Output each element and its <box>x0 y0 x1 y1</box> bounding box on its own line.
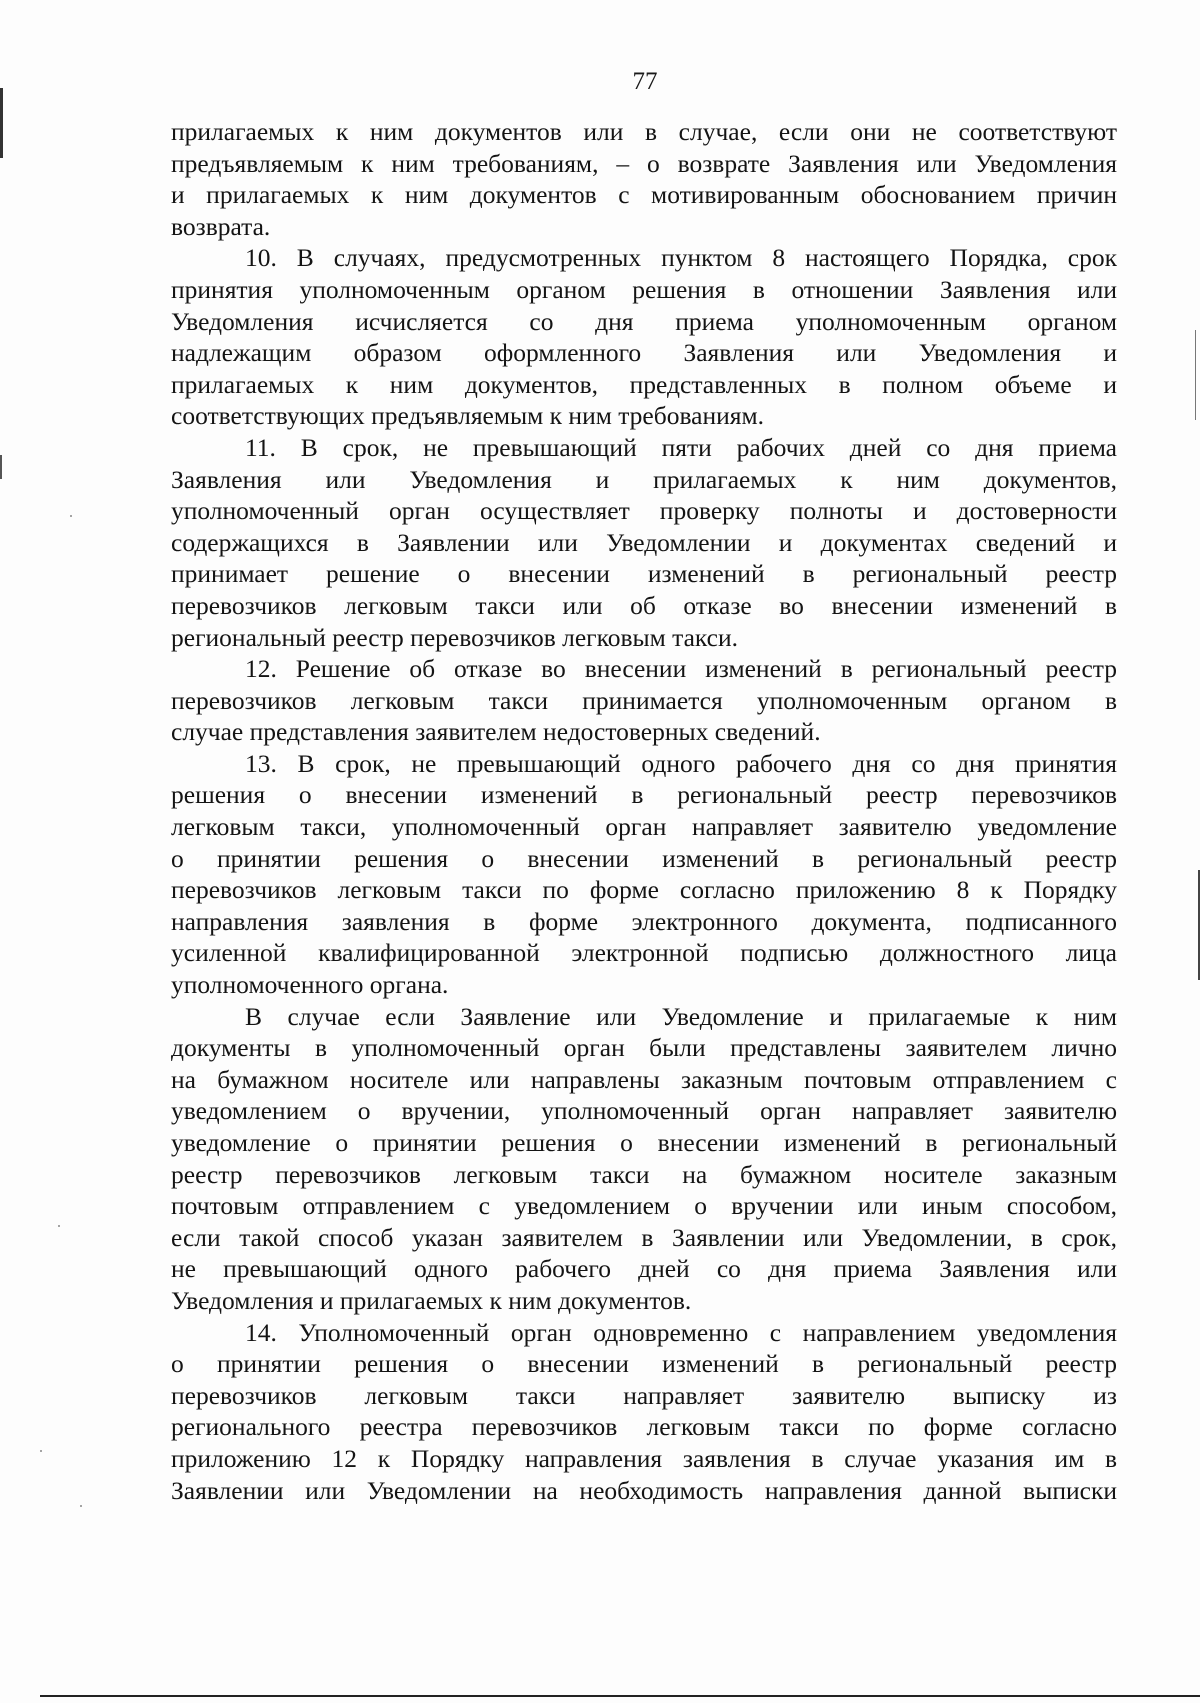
text-line: принимает решение о внесении изменений в региональный реестр <box>171 559 1117 589</box>
text-line: уведомление о принятии решения о внесении изменений в региональный <box>171 1128 1117 1157</box>
scan-speck <box>80 1505 82 1507</box>
scan-edge-mark <box>0 88 3 158</box>
text-line: 11. В срок, не превышающий пяти рабочих дней со дня приема <box>245 432 1117 462</box>
text-line: Уведомления исчисляется со дня приема уполномоченным органом <box>171 306 1117 336</box>
text-line: почтовым отправлением с уведомлением о вручении или иным способом, <box>171 1191 1117 1221</box>
text-line: если такой способ указан заявителем в Заявлении или Уведомлении, в срок, <box>171 1222 1117 1252</box>
text-line: о принятии решения о внесении изменений в региональный реестр <box>171 1349 1117 1379</box>
scan-edge-mark <box>1195 330 1196 420</box>
text-line: легковым такси, уполномоченный орган направляет заявителю уведомление <box>171 812 1117 842</box>
text-line: направления заявления в форме электронного документа, подписанного <box>171 906 1117 936</box>
text-line: предъявляемым к ним требованиям, – о возврате Заявления или Уведомления <box>171 148 1117 178</box>
scan-edge-mark <box>0 455 2 479</box>
text-line: Заявлении или Уведомлении на необходимость направления данной выписки <box>171 1475 1117 1505</box>
text-line: усиленной квалифицированной электронной подписью должностного лица <box>171 938 1117 968</box>
scan-speck <box>58 1225 60 1227</box>
text-line: перевозчиков легковым такси или об отказе во внесении изменений в <box>171 590 1117 620</box>
scan-speck <box>70 515 72 517</box>
text-line: 12. Решение об отказе во внесении изменений в региональный реестр <box>245 654 1117 684</box>
text-line: перевозчиков легковым такси принимается уполномоченным органом в <box>171 685 1117 715</box>
text-line: документы в уполномоченный орган были представлены заявителем лично <box>171 1033 1117 1063</box>
scan-speck <box>40 1450 42 1452</box>
text-line: уполномоченного органа. <box>171 970 449 1000</box>
text-line: прилагаемых к ним документов или в случае, если они не соответствуют <box>171 117 1117 146</box>
text-line: В случае если Заявление или Уведомление и прилагаемые к ним <box>245 1001 1117 1031</box>
text-line: соответствующих предъявляемым к ним требованиям. <box>171 401 765 431</box>
text-line: Уведомления и прилагаемых к ним документов. <box>171 1285 692 1315</box>
scan-bottom-edge <box>40 1695 1200 1697</box>
text-line: 13. В срок, не превышающий одного рабочего дня со дня принятия <box>245 748 1117 778</box>
text-line: 14. Уполномоченный орган одновременно с направлением уведомления <box>245 1317 1117 1347</box>
text-line: возврата. <box>171 211 271 241</box>
text-line: регионального реестра перевозчиков легковым такси по форме согласно <box>171 1412 1117 1442</box>
text-line: на бумажном носителе или направлены заказным почтовым отправлением с <box>171 1064 1117 1094</box>
text-line: о принятии решения о внесении изменений в региональный реестр <box>171 843 1117 873</box>
text-line: региональный реестр перевозчиков легковым такси. <box>171 622 739 652</box>
text-line: принятия уполномоченным органом решения в отношении Заявления или <box>171 274 1117 304</box>
text-line: перевозчиков легковым такси направляет заявителю выписку из <box>171 1380 1117 1410</box>
text-line: прилагаемых к ним документов, представленных в полном объеме и <box>171 369 1117 399</box>
text-line: решения о внесении изменений в региональный реестр перевозчиков <box>171 780 1117 810</box>
text-line: перевозчиков легковым такси по форме согласно приложению 8 к Порядку <box>171 875 1117 905</box>
text-line: реестр перевозчиков легковым такси на бумажном носителе заказным <box>171 1159 1117 1189</box>
text-line: и прилагаемых к ним документов с мотивированным обоснованием причин <box>171 180 1117 210</box>
text-line: надлежащим образом оформленного Заявления или Уведомления и <box>171 338 1117 368</box>
body-text <box>171 116 1117 1506</box>
text-line: уведомлением о вручении, уполномоченный орган направляет заявителю <box>171 1096 1117 1126</box>
text-line: случае представления заявителем недостоверных сведений. <box>171 717 821 747</box>
text-line: содержащихся в Заявлении или Уведомлении и документах сведений и <box>171 527 1117 557</box>
text-line: Заявления или Уведомления и прилагаемых к ним документов, <box>171 464 1117 494</box>
text-line: уполномоченный орган осуществляет проверку полноты и достоверности <box>171 496 1117 526</box>
text-line: 10. В случаях, предусмотренных пунктом 8 настоящего Порядка, срок <box>245 243 1117 273</box>
text-line: не превышающий одного рабочего дней со дня приема Заявления или <box>171 1254 1117 1284</box>
text-line: приложению 12 к Порядку направления заявления в случае указания им в <box>171 1443 1117 1473</box>
page-number: 77 <box>632 68 658 95</box>
